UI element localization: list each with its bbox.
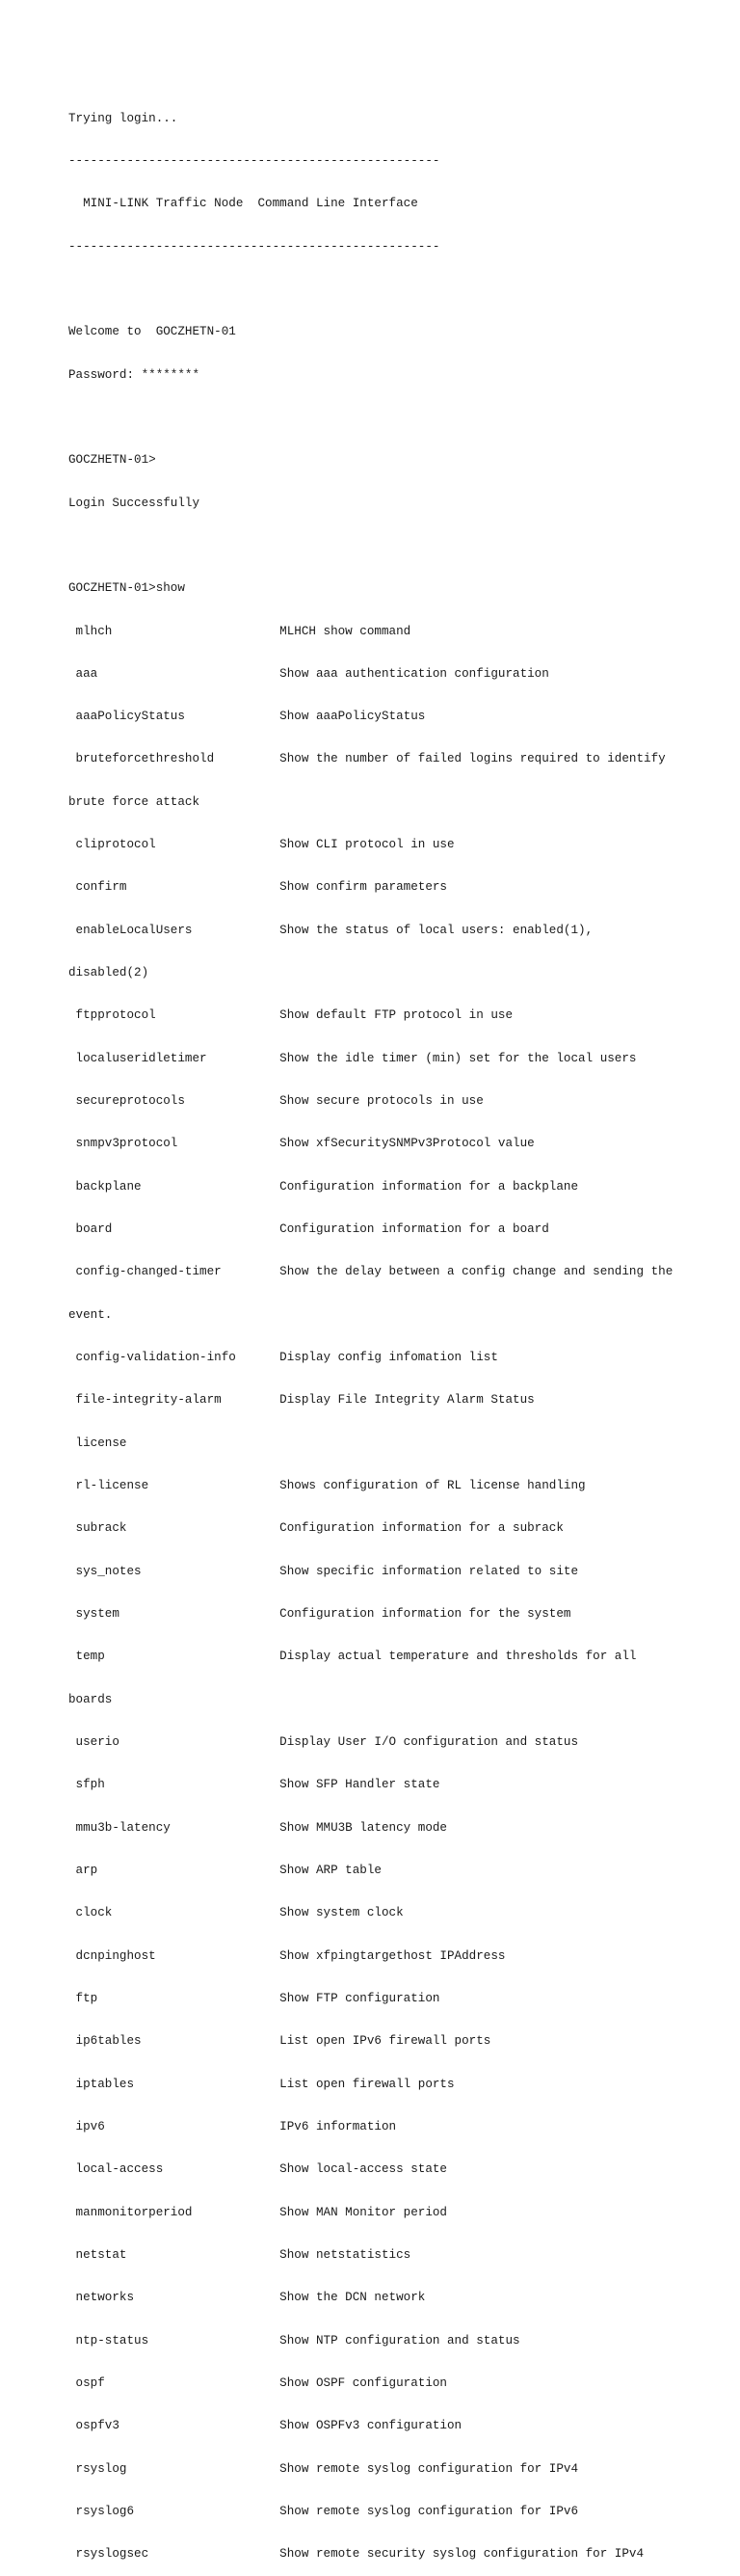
terminal-line <box>68 411 733 425</box>
terminal-line: subrack Configuration information for a subrack <box>68 1521 564 1536</box>
terminal-line: event. <box>68 1307 113 1322</box>
terminal-line: config-validation-info Display config infomation list <box>68 1351 498 1365</box>
terminal-line: sfph Show SFP Handler state <box>68 1778 440 1792</box>
terminal-line: boards <box>68 1692 113 1706</box>
terminal-line: GOCZHETN-01>show <box>68 581 185 596</box>
terminal-line: ftpprotocol Show default FTP protocol in use <box>68 1008 514 1023</box>
terminal-line: ipv6 IPv6 information <box>68 2119 397 2133</box>
terminal-line: networks Show the DCN network <box>68 2291 426 2305</box>
terminal-line: aaa Show aaa authentication configuration <box>68 666 549 681</box>
terminal-line: rsyslogsec Show remote security syslog configuration for IPv4 <box>68 2547 645 2562</box>
terminal-line: userio Display User I/O configuration and status <box>68 1735 579 1750</box>
terminal-line: Login Successfully <box>68 496 200 510</box>
terminal-line: secureprotocols Show secure protocols in use <box>68 1094 484 1109</box>
terminal-line: Trying login... <box>68 111 178 125</box>
terminal-line: cliprotocol Show CLI protocol in use <box>68 838 455 852</box>
terminal-output <box>68 83 733 2576</box>
terminal-line: GOCZHETN-01> <box>68 453 156 468</box>
terminal-line: iptables List open firewall ports <box>68 2077 455 2091</box>
terminal-line: manmonitorperiod Show MAN Monitor period <box>68 2205 447 2219</box>
terminal-line: ntp-status Show NTP configuration and status <box>68 2333 520 2348</box>
terminal-line: aaaPolicyStatus Show aaaPolicyStatus <box>68 710 426 724</box>
terminal-line: rsyslog Show remote syslog configuration for IPv4 <box>68 2461 579 2476</box>
terminal-line: rsyslog6 Show remote syslog configuration for IPv6 <box>68 2504 579 2518</box>
terminal-line <box>68 282 733 297</box>
terminal-line: board Configuration information for a board <box>68 1222 549 1237</box>
terminal-line: ip6tables List open IPv6 firewall ports <box>68 2034 491 2049</box>
terminal-line: Welcome to GOCZHETN-01 <box>68 325 236 339</box>
terminal-line: ftp Show FTP configuration <box>68 1992 440 2005</box>
terminal-line: sys_notes Show specific information related to site <box>68 1564 579 1578</box>
terminal-line: local-access Show local-access state <box>68 2162 447 2177</box>
terminal-line: rl-license Shows configuration of RL license handling <box>68 1479 586 1493</box>
terminal-line: arp Show ARP table <box>68 1864 382 1878</box>
terminal-line: confirm Show confirm parameters <box>68 880 447 895</box>
terminal-line: brute force attack <box>68 794 200 809</box>
terminal-line: --------------------------------------------------- <box>68 153 440 168</box>
terminal-line: disabled(2) <box>68 966 149 980</box>
terminal-line: license <box>68 1436 127 1450</box>
terminal-line: temp Display actual temperature and thresholds for all <box>68 1650 637 1664</box>
terminal-line: ospf Show OSPF configuration <box>68 2375 447 2390</box>
terminal-line: netstat Show netstatistics <box>68 2247 411 2262</box>
terminal-line: mlhch MLHCH show command <box>68 624 411 638</box>
terminal-line: MINI-LINK Traffic Node Command Line Interface <box>68 197 418 211</box>
terminal-line <box>68 539 733 553</box>
terminal-line: localuseridletimer Show the idle timer (min) set for the local users <box>68 1051 637 1065</box>
terminal-line: clock Show system clock <box>68 1906 404 1920</box>
terminal-line: file-integrity-alarm Display File Integrity Alarm Status <box>68 1393 535 1408</box>
terminal-line: --------------------------------------------------- <box>68 239 440 254</box>
terminal-line: ospfv3 Show OSPFv3 configuration <box>68 2419 462 2433</box>
terminal-line: enableLocalUsers Show the status of local users: enabled(1), <box>68 923 594 937</box>
terminal-line: dcnpinghost Show xfpingtargethost IPAddress <box>68 1948 506 1963</box>
terminal-line: Password: ******** <box>68 367 200 382</box>
terminal-line: backplane Configuration information for a backplane <box>68 1179 579 1194</box>
terminal-line: system Configuration information for the system <box>68 1607 571 1622</box>
terminal-line: config-changed-timer Show the delay between a config change and sending the <box>68 1265 674 1279</box>
terminal-line: mmu3b-latency Show MMU3B latency mode <box>68 1820 447 1835</box>
terminal-line: snmpv3protocol Show xfSecuritySNMPv3Protocol value <box>68 1137 535 1151</box>
terminal-line: bruteforcethreshold Show the number of failed logins required to identify <box>68 752 666 766</box>
